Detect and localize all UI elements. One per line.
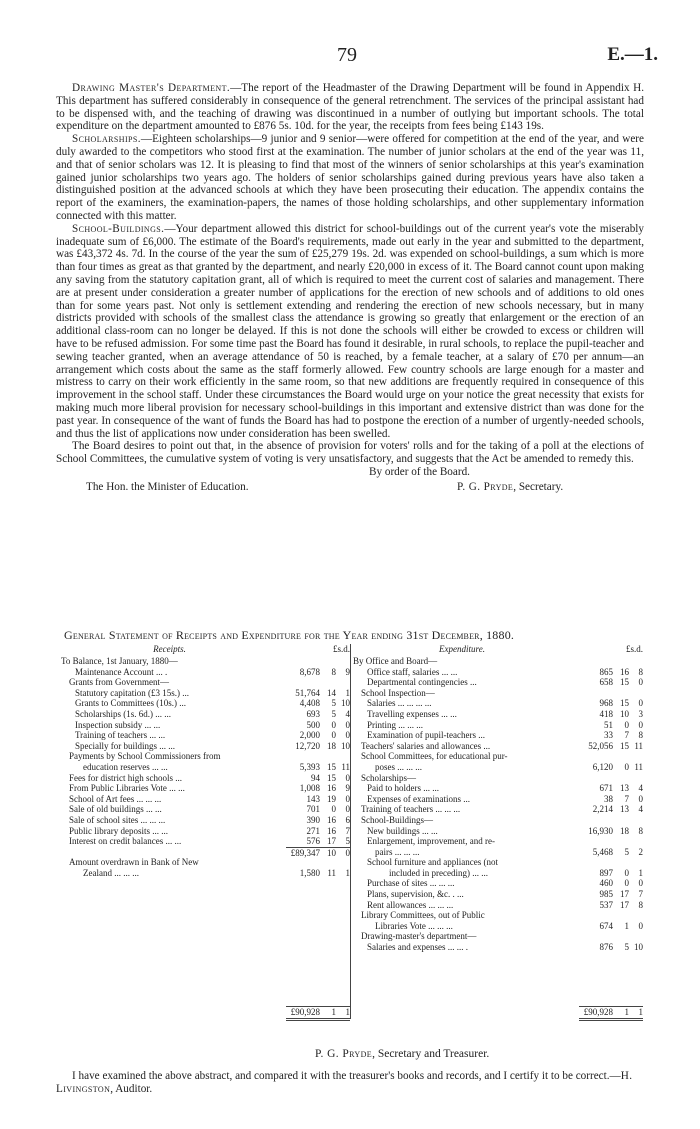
statement-table: [61, 644, 643, 1019]
amount: [579, 889, 643, 900]
expenditure-row: [353, 804, 643, 815]
pounds: £90,928: [583, 1007, 613, 1018]
receipts-row: [61, 688, 350, 699]
row-label: School-Buildings—: [361, 814, 434, 825]
signatory-name: P. G. Pryde: [457, 480, 514, 493]
shillings: 5: [624, 846, 629, 857]
pence: 1: [638, 1007, 643, 1018]
row-label: pairs ... ... ...: [375, 846, 420, 857]
pounds: 693: [306, 708, 320, 719]
amount: [579, 868, 643, 879]
row-label: School Committees, for educational pur-: [361, 751, 508, 762]
row-label: Grants to Committees (10s.) ...: [75, 698, 186, 709]
amount: [286, 698, 350, 709]
pounds: 658: [599, 677, 613, 688]
shillings: 16: [327, 814, 336, 825]
amount: [286, 720, 350, 731]
pence: 10: [341, 740, 350, 751]
amount: [579, 709, 643, 720]
pounds: 876: [599, 942, 613, 953]
currency-heading: [286, 644, 350, 655]
row-label: New buildings ... ...: [367, 825, 438, 836]
row-label: School of Art fees ... ... ...: [69, 793, 162, 804]
shillings: 7: [624, 793, 629, 804]
shillings: 10: [327, 847, 336, 858]
amount: [286, 741, 350, 752]
receipts-row: [61, 868, 350, 879]
pence: 11: [634, 740, 643, 751]
receipts-row: [61, 836, 350, 847]
shillings: 0: [624, 719, 629, 730]
auditor-title: , Auditor.: [110, 1083, 153, 1095]
receipts-row: [61, 698, 350, 709]
row-label: Purchase of sites ... ... ...: [367, 878, 455, 889]
expenditure-row: [353, 783, 643, 794]
pence: 11: [634, 761, 643, 772]
pounds: 271: [306, 825, 320, 836]
pounds: 8,678: [299, 666, 320, 677]
row-label: Paid to holders ... ...: [367, 783, 439, 794]
amount: [579, 878, 643, 889]
amount: [579, 720, 643, 731]
pounds: 38: [604, 793, 613, 804]
expenditure-row: [353, 815, 643, 826]
column-heading: Receipts.: [153, 644, 186, 654]
receipts-row: [61, 730, 350, 741]
column-heading: Expenditure.: [439, 644, 485, 654]
pence: 9: [345, 783, 350, 794]
row-label: Teachers' salaries and allowances ...: [361, 740, 491, 751]
amount: [579, 804, 643, 815]
row-label: education reserves ... ...: [83, 761, 168, 772]
row-label: Travelling expenses ... ...: [367, 708, 457, 719]
receipts-row: [61, 815, 350, 826]
pounds: 52,056: [588, 740, 613, 751]
pounds: 671: [599, 783, 613, 794]
amount: [286, 868, 350, 879]
row-label: Training of teachers ... ... ...: [361, 804, 461, 815]
pounds: 1,008: [299, 783, 320, 794]
row-label: Scholarships—: [361, 772, 416, 783]
amount: [579, 900, 643, 911]
row-label: Drawing-master's department—: [361, 931, 477, 942]
row-label: School furniture and appliances (not: [367, 857, 498, 868]
shillings: 16: [620, 666, 629, 677]
shillings: 13: [620, 783, 629, 794]
paragraph-heading: Drawing Master's Department.: [72, 82, 231, 94]
shillings: 15: [327, 761, 336, 772]
pounds: 5,468: [592, 846, 613, 857]
pence: 7: [638, 889, 643, 900]
amount: [579, 794, 643, 805]
page-number: 79: [337, 44, 357, 66]
paragraph-voting: [56, 440, 644, 466]
paragraph-heading: School-Buildings.: [72, 222, 165, 235]
audit-statement: [56, 1070, 644, 1096]
row-label: Grants from Government—: [69, 677, 169, 688]
amount: [286, 667, 350, 678]
signature-block: [56, 481, 644, 495]
amount: [286, 688, 350, 699]
row-label: Zealand ... ... ...: [83, 867, 139, 878]
shillings: 0: [624, 867, 629, 878]
shillings: 18: [620, 825, 629, 836]
row-label: Sale of school sites ... ... ...: [69, 814, 166, 825]
pence: 0: [345, 719, 350, 730]
expenditure-row: [353, 857, 643, 868]
pence: 0: [345, 772, 350, 783]
expenditure-column: [353, 644, 643, 1019]
row-label: Interest on credit balances ... ...: [69, 836, 182, 847]
expenditure-row: [353, 868, 643, 879]
shillings: 19: [327, 793, 336, 804]
expenditure-row: [353, 900, 643, 911]
shillings: 11: [327, 867, 336, 878]
shillings-heading: s.: [337, 644, 344, 654]
pence: 2: [638, 846, 643, 857]
pounds: 701: [306, 804, 320, 815]
pounds: 537: [599, 899, 613, 910]
paragraph-text: —Eighteen scholarships—9 junior and 9 senior—were offered for competition at the end of the year, and were duly awarded to the competitors who stood first at the examination. The number of junior scholars at the end of the year was 11, and that of senior scholars was 12. It is pleasing to find that most of the winners of senior scholarships at this year's examination gained junior scholarships two years ago. The holders of senior scholarships gained during previous years have also taken a distinguished position at the advanced schools at which they have been prosecuting their education. The appendix contains the report of the examiners, the examination-papers, the names of those holding scholarships, and other supplementary information connected with this matter.: [56, 133, 644, 222]
amount: [579, 847, 643, 858]
shillings: 5: [331, 698, 336, 709]
amount: [579, 698, 643, 709]
shillings: 15: [620, 740, 629, 751]
shillings: 1: [331, 1007, 336, 1018]
paragraph-drawing: [56, 82, 644, 133]
shillings: 1: [624, 1007, 629, 1018]
amount: [286, 730, 350, 741]
amount: [286, 794, 350, 805]
expenditure-row: [353, 836, 643, 847]
pence: 7: [345, 825, 350, 836]
pounds: 418: [599, 708, 613, 719]
pence: 0: [638, 793, 643, 804]
pounds: 51,764: [295, 687, 320, 698]
row-label: Training of teachers ... ...: [75, 730, 166, 741]
pounds: 6,120: [592, 761, 613, 772]
shillings: 18: [327, 740, 336, 751]
receipts-row: [61, 857, 350, 868]
expenditure-row: [353, 794, 643, 805]
receipts-row: [61, 741, 350, 752]
statement-title: General Statement of Receipts and Expenditure for the Year ending 31st December, 1880.: [64, 628, 515, 642]
pounds: 897: [599, 867, 613, 878]
pounds: 12,720: [295, 740, 320, 751]
pence: 0: [638, 677, 643, 688]
receipts-row: [61, 709, 350, 720]
amount: [579, 942, 643, 953]
pence: 8: [638, 899, 643, 910]
pounds: 865: [599, 666, 613, 677]
signatory-title: , Secretary.: [513, 480, 564, 493]
pounds: 4,408: [299, 698, 320, 709]
pence: 10: [341, 698, 350, 709]
pence: 0: [638, 920, 643, 931]
paragraph-buildings: [56, 223, 644, 441]
row-label: Inspection subsidy ... ...: [75, 719, 161, 730]
pounds: 51: [604, 719, 613, 730]
amount: [579, 783, 643, 794]
section-code: E.—1.: [607, 44, 658, 65]
pence: 3: [638, 708, 643, 719]
pence: 10: [634, 942, 643, 953]
pence: 0: [638, 698, 643, 709]
receipts-row: [61, 804, 350, 815]
shillings: 8: [331, 666, 336, 677]
currency-heading: [579, 644, 643, 655]
pence-heading: d.: [343, 644, 350, 654]
shillings: 1: [624, 920, 629, 931]
amount: [579, 921, 643, 932]
shillings: 15: [327, 772, 336, 783]
amount: [286, 804, 350, 815]
pounds: 390: [306, 814, 320, 825]
shillings: 17: [620, 889, 629, 900]
pence: 1: [345, 1007, 350, 1018]
page-header: [0, 44, 700, 70]
row-label: Printing ... ... ...: [367, 719, 424, 730]
treasurer-name: P. G. Pryde: [315, 1048, 373, 1060]
row-label: Examination of pupil-teachers ...: [367, 730, 485, 741]
expenditure-row: [353, 751, 643, 762]
expenditure-row: [353, 730, 643, 741]
shillings-heading: s.: [630, 644, 637, 654]
expenditure-row: [353, 847, 643, 858]
pounds: 985: [599, 889, 613, 900]
receipts-row: [61, 847, 350, 858]
receipts-row: [61, 751, 350, 762]
row-label: School Inspection—: [361, 687, 435, 698]
row-label: Plans, supervision, &c. . ...: [367, 889, 464, 900]
pounds: 1,580: [299, 867, 320, 878]
row-label: Expenses of examinations ...: [367, 793, 470, 804]
shillings: 16: [327, 825, 336, 836]
amount: [579, 730, 643, 741]
amount: [579, 762, 643, 773]
pence-heading: d.: [636, 644, 643, 654]
row-label: included in preceding) ... ...: [389, 867, 488, 878]
row-label: Salaries ... ... ... ...: [367, 698, 432, 709]
paragraph-heading: Scholarships.: [72, 133, 141, 146]
audit-text: I have examined the above abstract, and compared it with the treasurer's books and records, and I certify it to be correct.—: [72, 1070, 621, 1082]
pence: 0: [638, 719, 643, 730]
pounds: 968: [599, 698, 613, 709]
receipts-row: [61, 656, 350, 667]
shillings: 15: [620, 698, 629, 709]
amount: [286, 783, 350, 794]
treasurer-signature: [315, 1048, 489, 1060]
shillings: 0: [331, 804, 336, 815]
pence: 5: [345, 836, 350, 847]
pounds: 5,393: [299, 761, 320, 772]
pounds: 576: [306, 836, 320, 847]
row-label: Specially for buildings ... ...: [75, 740, 175, 751]
receipts-row: [61, 720, 350, 731]
amount: [579, 677, 643, 688]
shillings: 0: [624, 878, 629, 889]
pence: 4: [638, 804, 643, 815]
shillings: 17: [620, 899, 629, 910]
shillings: 5: [624, 942, 629, 953]
pounds: 33: [604, 730, 613, 741]
report-body: [56, 82, 644, 495]
pounds: 2,000: [299, 730, 320, 741]
expenditure-row: [353, 688, 643, 699]
pounds: 674: [599, 920, 613, 931]
pence: 0: [345, 730, 350, 741]
pence: 0: [345, 793, 350, 804]
pounds: 143: [306, 793, 320, 804]
paragraph-text: —The report of the Headmaster of the Drawing Department will be found in Appendix H. This department has suffered considerably in consequence of the general retrenchment. The services of the principal assistant had to be dispensed with, and the teaching of drawing was discontinued in a number of outlying but important schools. The total expenditure on the department amounted to £876 5s. 10d. for the year, the receipts from fees being £143 19s.: [56, 82, 644, 133]
pounds-heading: £: [332, 644, 338, 654]
shillings: 7: [624, 730, 629, 741]
receipts-total-row: [61, 1006, 350, 1017]
signatory: [457, 481, 563, 494]
amount: [579, 1006, 643, 1021]
expenditure-row: [353, 656, 643, 667]
receipts-row: [61, 762, 350, 773]
pence: 11: [341, 761, 350, 772]
addressee: The Hon. the Minister of Education.: [86, 480, 249, 493]
receipts-row: [61, 826, 350, 837]
shillings: 17: [327, 836, 336, 847]
expenditure-row: [353, 931, 643, 942]
treasurer-title: , Secretary and Treasurer.: [372, 1048, 490, 1060]
pence: 0: [345, 804, 350, 815]
amount: [286, 826, 350, 837]
expenditure-row: [353, 762, 643, 773]
row-label: Library Committees, out of Public: [361, 910, 485, 921]
expenditure-total-row: [353, 1006, 643, 1017]
amount: [286, 1006, 350, 1021]
pounds: £89,347: [290, 847, 320, 858]
order-line: By order of the Board.: [369, 465, 470, 478]
shillings: 0: [331, 719, 336, 730]
shillings: 5: [331, 708, 336, 719]
amount: [579, 667, 643, 678]
row-label: Office staff, salaries ... ...: [367, 666, 458, 677]
shillings: 10: [620, 708, 629, 719]
row-label: Amount overdrawn in Bank of New: [69, 857, 199, 868]
pence: 8: [638, 730, 643, 741]
shillings: 0: [331, 730, 336, 741]
pence: 4: [345, 708, 350, 719]
amount: [286, 773, 350, 784]
expenditure-row: [353, 709, 643, 720]
shillings: 13: [620, 804, 629, 815]
amount: [579, 741, 643, 752]
pence: 1: [345, 687, 350, 698]
amount: [286, 836, 350, 847]
auditor-name: H. Livingston: [56, 1070, 633, 1095]
expenditure-row: [353, 773, 643, 784]
row-label: Enlargement, improvement, and re-: [367, 836, 496, 847]
row-label: From Public Libraries Vote ... ...: [69, 783, 185, 794]
row-label: Rent allowances ... ... ...: [367, 899, 454, 910]
row-label: Maintenance Account ... .: [75, 666, 168, 677]
paragraph-scholarships: [56, 133, 644, 223]
row-label: Departmental contingencies ...: [367, 677, 477, 688]
shillings: 15: [620, 677, 629, 688]
pounds-heading: £: [625, 644, 631, 654]
row-label: Fees for district high schools ...: [69, 772, 182, 783]
pence: 1: [638, 867, 643, 878]
expenditure-row: [353, 942, 643, 953]
expenditure-row: [353, 667, 643, 678]
pence: 0: [345, 847, 350, 858]
expenditure-row: [353, 910, 643, 921]
expenditure-row: [353, 698, 643, 709]
pence: 1: [345, 867, 350, 878]
expenditure-row: [353, 826, 643, 837]
row-label: Scholarships (1s. 6d.) ... ...: [75, 708, 171, 719]
receipts-row: [61, 783, 350, 794]
pence: 0: [638, 878, 643, 889]
amount: [579, 826, 643, 837]
receipts-row: [61, 667, 350, 678]
row-label: poses ... ... ...: [375, 761, 422, 772]
receipts-row: [61, 677, 350, 688]
pence: 4: [638, 783, 643, 794]
pence: 6: [345, 814, 350, 825]
paragraph-text: —Your department allowed this district for school-buildings out of the current year's vote the miserably inadequate sum of £6,000. The estimate of the Board's requirements, made out early in the year and submitted to the department, was £43,372 4s. 7d. In the course of the year the sum of £25,279 19s. 2d. was expended on school-buildings, a sum which is more than four times as great as that granted by the department, and nearly £20,000 in excess of it. The Board cannot count upon making any saving from the statutory capitation grant, all of which is required to meet the current cost of salaries and management. There are at present under consideration a greater number of applications for the erection of new schools and of additions to old ones than for some years past. Not only is settlement extending and rendering the erection of new schools necessary, but in many districts provided with schools of the smallest class the attendance is growing so greatly that enlargement or the erection of an additional class-room can no longer be delayed. If this is not done the schools will either be crowded to excess or children will have to be refused admission. For some time past the Board has found it desirable, in rural schools, to replace the pupil-teacher and sewing teacher granted, when an average attendance of 50 is reached, by a female teacher, at a salary of £70 per annum—an arrangement which costs about the same as the staff formerly allowed. Few country schools are large enough for a master and mistress to carry on their work efficiently in the same room, so that new additions are frequently required in consequence of this improvement in the school staff. Under these circumstances the Board would urge on your notice the great necessity that exists for making much more liberal provision for necessary school-buildings in this important and extensive district than was done for the past year. In consequence of the want of funds the Board has had to postpone the erection of a number of urgently-needed schools, and thus the list of applications now under consideration has been swelled.: [56, 222, 644, 440]
expenditure-row: [353, 878, 643, 889]
pounds: 460: [599, 878, 613, 889]
row-label: Statutory capitation (£3 15s.) ...: [75, 687, 189, 698]
pounds: 16,930: [588, 825, 613, 836]
expenditure-row: [353, 741, 643, 752]
row-label: Payments by School Commissioners from: [69, 751, 221, 762]
row-label: Libraries Vote ... ... ...: [375, 920, 453, 931]
receipts-column: [61, 644, 351, 1019]
shillings: 16: [327, 783, 336, 794]
shillings: 14: [327, 687, 336, 698]
row-label: To Balance, 1st January, 1880—: [61, 656, 178, 666]
expenditure-row: [353, 677, 643, 688]
expenditure-row: [353, 889, 643, 900]
row-label: Salaries and expenses ... ... .: [367, 942, 468, 953]
receipts-row: [61, 773, 350, 784]
amount: [286, 815, 350, 826]
amount: [286, 709, 350, 720]
amount: [286, 762, 350, 773]
row-label: By Office and Board—: [353, 656, 438, 666]
pounds: 500: [306, 719, 320, 730]
row-label: Sale of old buildings ... ...: [69, 804, 162, 815]
row-label: Public library deposits ... ...: [69, 825, 168, 836]
expenditure-row: [353, 720, 643, 731]
receipts-header: [61, 644, 350, 656]
expenditure-header: [353, 644, 643, 656]
paragraph-text: The Board desires to point out that, in the absence of provision for voters' rolls and for the taking of a poll at the elections of School Committees, the cumulative system of voting is very unsatisfactory, and suggests that the Act be amended to remedy this.: [56, 440, 644, 466]
pounds: 2,214: [592, 804, 613, 815]
pounds: 94: [311, 772, 320, 783]
pence: 9: [345, 666, 350, 677]
expenditure-row: [353, 921, 643, 932]
shillings: 0: [624, 761, 629, 772]
pence: 8: [638, 825, 643, 836]
pence: 8: [638, 666, 643, 677]
receipts-row: [61, 794, 350, 805]
pounds: £90,928: [290, 1007, 320, 1018]
